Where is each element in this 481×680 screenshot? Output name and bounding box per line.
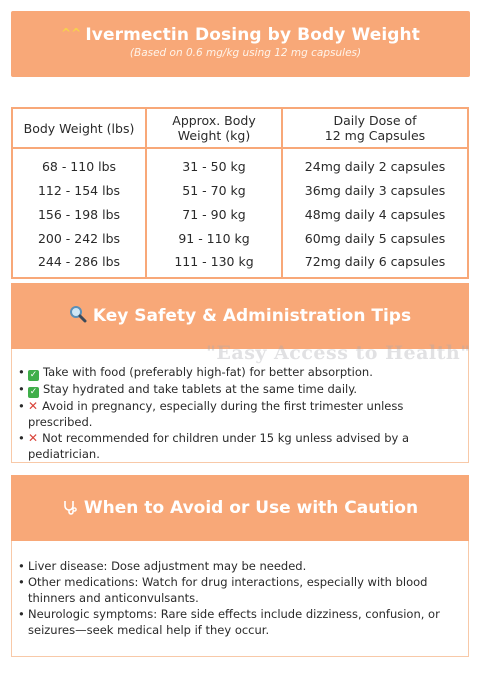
list-item-text: Take with food (preferably high-fat) for better absorption. xyxy=(43,365,373,379)
sparkle-icon: ^^ xyxy=(61,26,82,40)
cell-weight-kg: 91 - 110 kg xyxy=(146,226,282,250)
list-item-text: Not recommended for children under 15 kg unless advised by a pediatrician. xyxy=(28,431,410,461)
cell-weight-kg: 31 - 50 kg xyxy=(146,148,282,178)
check-mark-icon: ✓ xyxy=(29,370,38,380)
safety-box xyxy=(11,349,469,463)
table-row xyxy=(12,178,468,202)
cell-daily-dose: 48mg daily 4 capsules xyxy=(282,202,468,226)
page-subtitle: (Based on 0.6 mg/kg using 12 mg capsules) xyxy=(129,47,362,59)
safety-banner xyxy=(11,283,469,349)
check-mark-icon: ✓ xyxy=(29,387,38,397)
safety-title: Key Safety & Administration Tips xyxy=(92,306,412,326)
safety-list xyxy=(12,364,468,462)
table-header-row xyxy=(12,108,468,148)
cell-weight-lbs: 200 - 242 lbs xyxy=(12,226,146,250)
cell-weight-kg: 51 - 70 kg xyxy=(146,178,282,202)
list-item xyxy=(12,381,468,398)
list-item xyxy=(12,430,468,462)
stethoscope-icon xyxy=(62,475,78,541)
dosing-table-body xyxy=(12,148,468,278)
table-row xyxy=(12,202,468,226)
page-header xyxy=(11,11,470,77)
watermark-text: "Easy Access to Health" xyxy=(206,342,471,364)
page-title-row xyxy=(11,11,470,45)
cell-weight-lbs: 244 - 286 lbs xyxy=(12,250,146,278)
cell-weight-lbs: 68 - 110 lbs xyxy=(12,148,146,178)
caution-banner xyxy=(11,475,469,541)
cell-weight-lbs: 156 - 198 lbs xyxy=(12,202,146,226)
list-item-text: Avoid in pregnancy, especially during the first trimester unless prescribed. xyxy=(28,399,404,429)
column-header-kg-line: Approx. Body Weight (kg) xyxy=(172,113,256,143)
magnifier-icon xyxy=(69,283,87,349)
caution-box xyxy=(11,541,469,657)
cross-mark-icon: ✕ xyxy=(28,399,39,413)
cell-daily-dose: 24mg daily 2 capsules xyxy=(282,148,468,178)
column-header-dose xyxy=(282,108,468,148)
column-header-kg xyxy=(146,108,282,148)
list-item: • Liver disease: Dose adjustment may be needed. xyxy=(12,558,468,574)
cell-daily-dose: 72mg daily 6 capsules xyxy=(282,250,468,278)
list-item xyxy=(12,364,468,381)
table-row xyxy=(12,148,468,178)
dosing-table xyxy=(11,107,469,279)
page-title: Ivermectin Dosing by Body Weight xyxy=(85,25,420,45)
column-header-dose-line: Daily Dose of 12 mg Capsules xyxy=(324,113,426,143)
table-row xyxy=(12,250,468,278)
cell-daily-dose: 60mg daily 5 capsules xyxy=(282,226,468,250)
cell-weight-lbs: 112 - 154 lbs xyxy=(12,178,146,202)
caution-list xyxy=(12,558,468,638)
cell-weight-kg: 111 - 130 kg xyxy=(146,250,282,278)
list-item-text: Stay hydrated and take tablets at the same time daily. xyxy=(43,382,358,396)
table-row xyxy=(12,226,468,250)
cell-weight-kg: 71 - 90 kg xyxy=(146,202,282,226)
list-item: • Other medications: Watch for drug interactions, especially with blood thinners and anticonvulsants. xyxy=(12,574,468,606)
list-item: • Neurologic symptoms: Rare side effects include dizziness, confusion, or seizures—seek medical help if they occur. xyxy=(12,606,468,638)
list-item xyxy=(12,398,468,430)
caution-title: When to Avoid or Use with Caution xyxy=(83,498,419,518)
cell-daily-dose: 36mg daily 3 capsules xyxy=(282,178,468,202)
column-header-lbs: Body Weight (lbs) xyxy=(12,108,146,148)
cross-mark-icon: ✕ xyxy=(28,431,39,445)
